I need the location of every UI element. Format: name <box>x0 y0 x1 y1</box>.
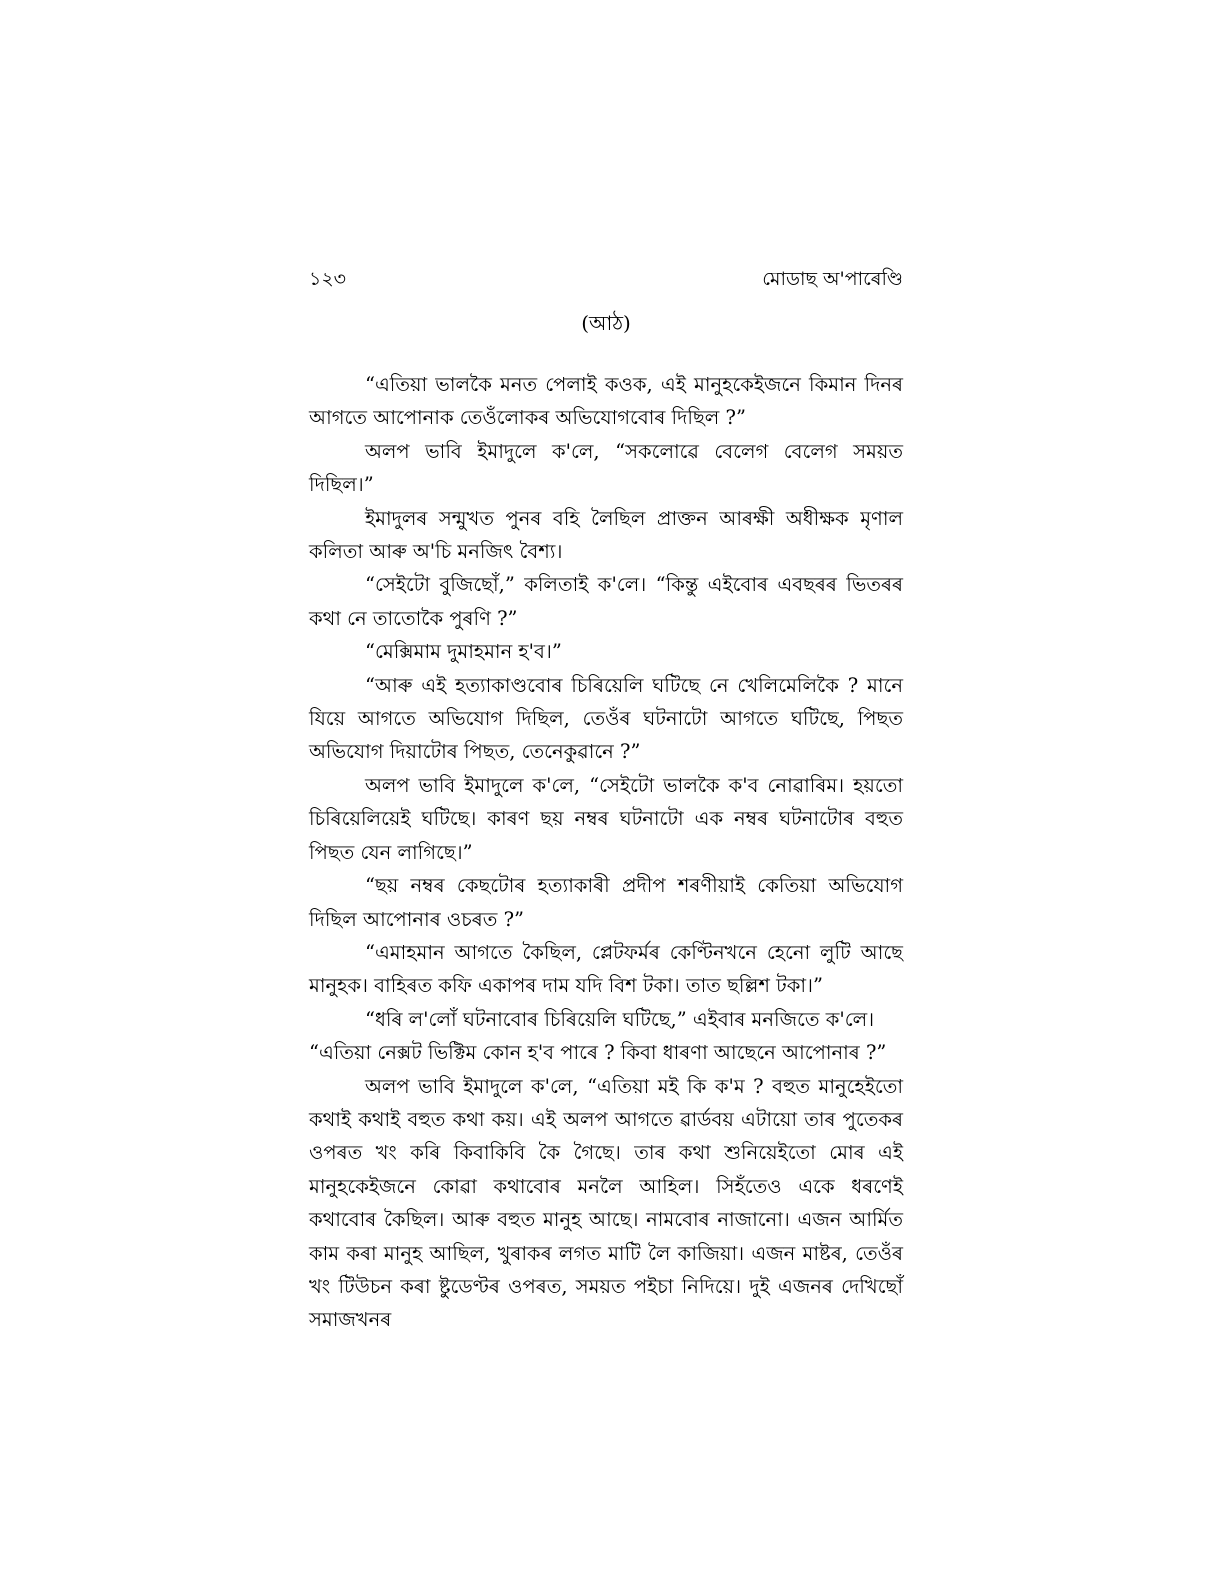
paragraph: “মেক্সিমাম দুমাহমান হ'ব।” <box>365 640 562 664</box>
paragraph: “সেইটো বুজিছোঁ,” কলিতাই ক'লে। “কিন্তু এইবোৰ এবছৰৰ ভিতৰৰ কথা নে তাতোকৈ পুৰণি ?” <box>309 573 903 630</box>
paragraph: অলপ ভাবি ইমাদুলে ক'লে, “সেইটো ভালকৈ ক'ব নোৱাৰিম। হয়তো চিৰিয়েলিয়েই ঘটিছে। কাৰণ ছয় নম্বৰ ঘটনাটো এক নম্বৰ ঘটনাটোৰ বহুত পিছত যেন লাগিছে।” <box>309 773 903 864</box>
paragraph: “এমাহমান আগতে কৈছিল, প্লেটফৰ্মৰ কেণ্টিনখনে হেনো লুটি আছে মানুহক। বাহিৰত কফি একাপৰ দাম যদি বিশ টকা। তাত ছল্লিশ টকা।” <box>309 940 903 998</box>
body-text <box>309 368 903 1337</box>
paragraph: “এতিয়া নেক্সট ভিক্টিম কোন হ'ব পাৰে ? কিবা ধাৰণা আছেনে আপোনাৰ ?” <box>309 1041 887 1065</box>
chapter-heading: (আঠ) <box>581 311 631 335</box>
paragraph: অলপ ভাবি ইমাদুলে ক'লে, “সকলোৱে বেলেগ বেলেগ সময়ত দিছিল।” <box>309 439 903 497</box>
paragraph: “ধৰি ল'লোঁ ঘটনাবোৰ চিৰিয়েলি ঘটিছে,” এইবাৰ মনজিতে ক'লে। <box>365 1007 875 1031</box>
running-head <box>309 262 903 296</box>
paragraph: ইমাদুলৰ সন্মুখত পুনৰ বহি লৈছিল প্ৰাক্তন আৰক্ষী অধীক্ষক মৃণাল কলিতা আৰু অ'চি মনজিৎ বৈশ্য। <box>309 506 903 564</box>
paragraph: “এতিয়া ভালকৈ মনত পেলাই কওক, এই মানুহকেইজনে কিমান দিনৰ আগতে আপোনাক তেওঁলোকৰ অভিযোগবোৰ দিছিল ?” <box>309 373 903 430</box>
paragraph: “আৰু এই হত্যাকাণ্ডবোৰ চিৰিয়েলি ঘটিছে নে খেলিমেলিকৈ ? মানে যিয়ে আগতে অভিযোগ দিছিল, তেওঁৰ ঘটনাটো আগতে ঘটিছে, পিছত অভিযোগ দিয়াটোৰ পিছত, তেনেকুৱানে ?” <box>309 673 903 764</box>
paragraph: অলপ ভাবি ইমাদুলে ক'লে, “এতিয়া মই কি ক'ম ? বহুত মানুহেইতো কথাই কথাই বহুত কথা কয়। এই অলপ আগতে ৱাৰ্ডবয় এটায়ো তাৰ পুতেকৰ ওপৰত খং কৰি কিবাকিবি কৈ গৈছে। তাৰ কথা শুনিয়েইতো মোৰ এই মানুহকেইজনে কোৱা কথাবোৰ মনলৈ আহিল। সিহঁতেও একে ধৰণেই কথাবোৰ কৈছিল। আৰু বহুত মানুহ আছে। নামবোৰ নাজানো। এজন আৰ্মিত কাম কৰা মানুহ আছিল, খুৰাকৰ লগত মাটি লৈ কাজিয়া। এজন মাষ্টৰ, তেওঁৰ খং টিউচন কৰা ষ্টুডেণ্টৰ ওপৰত, সময়ত পইচা নিদিয়ে। দুই এজনৰ দেখিছোঁ সমাজখনৰ <box>309 1074 903 1332</box>
paragraph: “ছয় নম্বৰ কেছটোৰ হত্যাকাৰী প্ৰদীপ শৰণীয়াই কেতিয়া অভিযোগ দিছিল আপোনাৰ ওচৰত ?” <box>309 874 903 931</box>
book-page <box>309 262 903 1337</box>
page-number: ১২৩ <box>309 268 347 290</box>
book-title: মোডাছ অ'পাৰেণ্ডি <box>762 268 903 290</box>
